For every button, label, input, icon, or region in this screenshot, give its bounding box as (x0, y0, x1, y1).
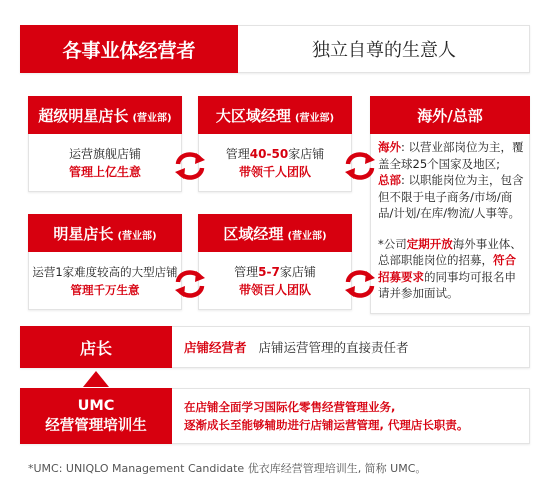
area-body: 管理5-7家店铺 带领百人团队 (234, 265, 316, 297)
overseas-text: 海外: 以营业部岗位为主，覆盖全球25个国家及地区; 总部: 以职能岗位为主，包含但不限于电子商务/市场/商品/计划/在库/物流/人事等。 *公司定期开放海外事业体、总部职能岗位的招募，符合招募要求的同事均可报名申请并参加面试。 (378, 140, 524, 300)
cycle-arrows-icon (342, 150, 378, 182)
footnote: *UMC: UNIQLO Management Candidate 优衣库经营管理培训生, 简称 UMC。 (28, 462, 427, 475)
superstar-body: 运营旗舰店铺 管理上亿生意 (68, 147, 141, 179)
cycle-arrows-icon (172, 268, 208, 300)
large-area-body: 管理40-50家店铺 带领千人团队 (225, 147, 325, 179)
large-area-header: 大区域经理 (营业部) (198, 96, 352, 134)
cycle-arrows-icon (342, 268, 378, 300)
area-header: 区域经理 (营业部) (198, 214, 352, 252)
star-body: 运营1家难度较高的大型店铺 管理千万生意 (32, 265, 178, 297)
store-manager-desc: 店铺经营者 店铺运营管理的直接责任者 (184, 340, 409, 355)
store-manager-header: 店长 (20, 326, 172, 368)
star-header: 明星店长 (营业部) (28, 214, 182, 252)
umc-header: UMC 经营管理培训生 (20, 388, 172, 444)
top-bar-value: 独立自尊的生意人 (312, 40, 456, 61)
top-bar-label: 各事业体经营者 (20, 25, 238, 73)
cycle-arrows-icon (172, 150, 208, 182)
arrow-up-icon (82, 370, 110, 388)
overseas-header: 海外/总部 (370, 96, 530, 134)
superstar-header: 超级明星店长 (营业部) (28, 96, 182, 134)
umc-desc: 在店铺全面学习国际化零售经营管理业务, 逐渐成长至能够辅助进行店铺运营管理, 代理店长职责。 (184, 400, 469, 432)
